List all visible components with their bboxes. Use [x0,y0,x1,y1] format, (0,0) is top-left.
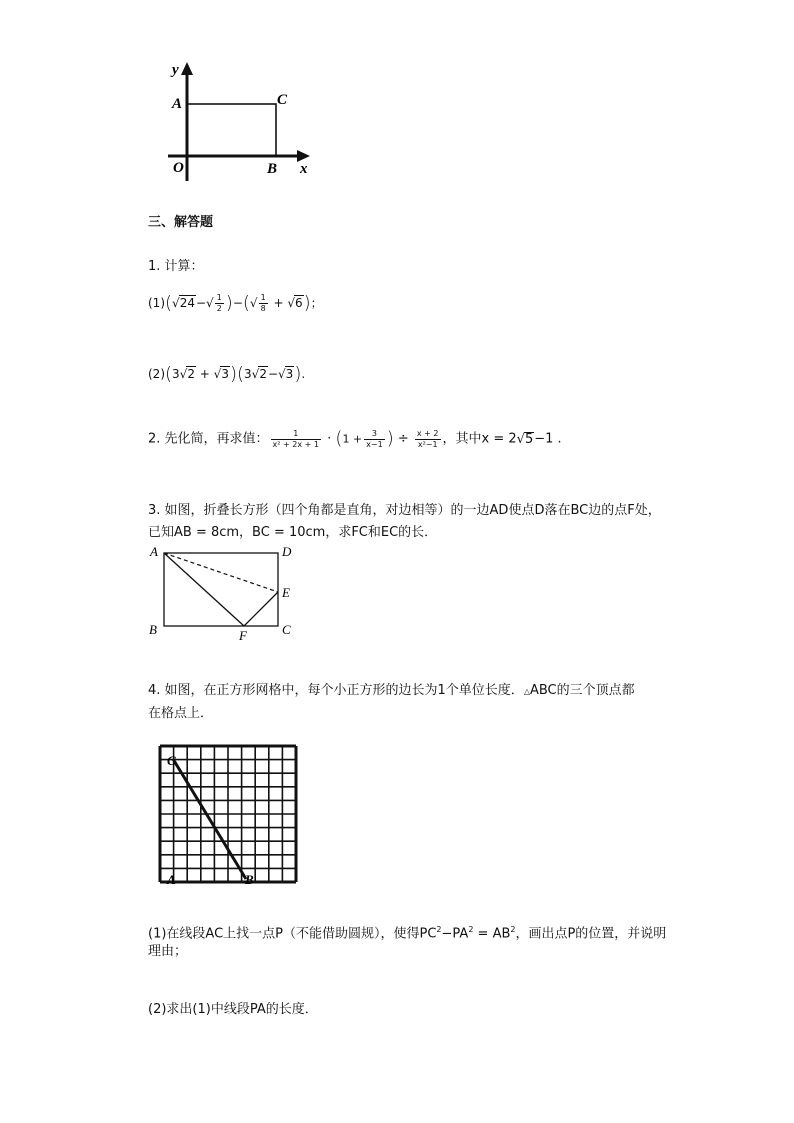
q3-line1: 3. 如图，折叠长方形（四个角都是直角，对边相等）的一边AD使点D落在BC边的点F处， [148,503,661,518]
section-title: 三、解答题 [148,215,214,230]
q4-line2: 在格点上． [148,706,214,721]
q4-line1: 4. 如图，在正方形网格中，每个小正方形的边长为1个单位长度．△ABC的三个顶点都 [148,683,635,698]
y-axis-arrow [181,62,193,75]
label-b: B [149,622,157,637]
label-f: F [239,628,247,643]
grid-lines [160,746,296,882]
label-a: A [150,544,158,559]
label-b: B [267,161,278,177]
label-b: B [245,872,254,887]
q4-part2: (2)求出(1)中线段PA的长度． [148,1002,318,1017]
q3-line2: 已知AB = 8cm，BC = 10cm，求FC和EC的长． [148,525,438,540]
q2: 2. 先化简，再求值： $\frac{1}{\text{x² + 2x + 1}}$ · (1 + $\frac{3}{x-1}$ ) ÷ $\frac{x + 2}{\text{x²−1}}$ ，其中x = 2√5−1 . [148,428,562,449]
q1-stem: 1. 计算： [148,259,204,274]
label-a: A [167,872,176,887]
q4-part1-line2: 理由； [148,944,188,959]
segment-af [164,553,244,626]
label-d: D [282,544,292,559]
label-c: C [282,622,291,637]
label-a: A [172,96,183,112]
coordinate-figure [160,56,320,181]
segment-cb [173,759,246,879]
square-grid-figure [155,743,305,893]
label-e: E [282,585,290,600]
label-y: y [172,62,179,78]
q1-part2: (2)(3√2 + √3)(3√2−√3). [148,363,306,385]
label-x: x [300,161,308,177]
segment-fe [244,592,278,626]
fold-line-ae [164,553,278,592]
rectangle-oabc [187,104,276,156]
rectangle-abcd [164,553,278,626]
q1-part1: (1)(√24−√ $\frac{1}{2}$ )−(√ $\frac{1}{8}$ + √6)； [148,292,323,314]
label-o: O [173,160,184,176]
label-c: C [277,92,288,108]
fold-rectangle-figure [145,543,305,643]
q4-part1-line1: (1)在线段AC上找一点P（不能借助圆规），使得$PC^2-PA^2 = AB^2$，画出点P的位置，并说明 [148,925,667,942]
label-c: C [167,753,176,768]
